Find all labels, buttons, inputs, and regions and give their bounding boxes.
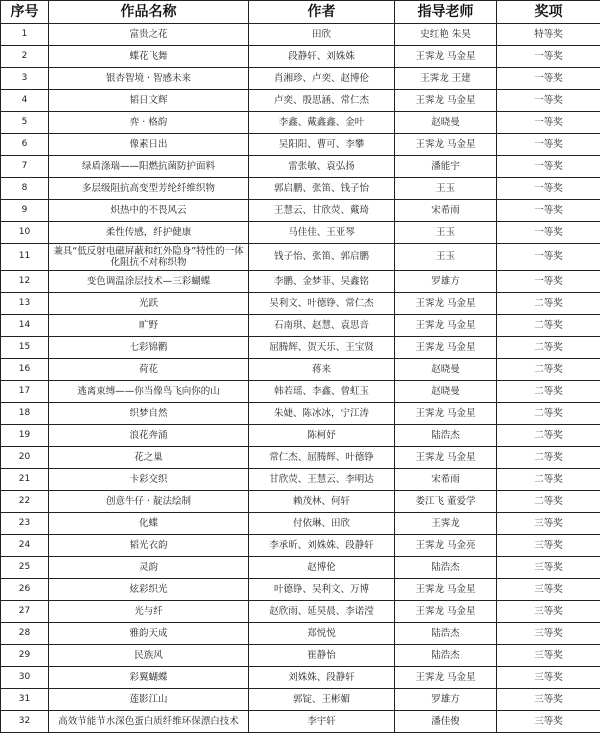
cell-index: 10 (1, 222, 49, 244)
cell-author: 郭锭、王彬媚 (249, 689, 395, 711)
table-row (1, 200, 600, 222)
cell-award: 二等奖 (497, 359, 600, 381)
cell-award: 一等奖 (497, 156, 600, 178)
cell-award: 三等奖 (497, 535, 600, 557)
cell-award: 一等奖 (497, 112, 600, 134)
cell-author: 朱婕、陈冰冰，宁江涛 (249, 403, 395, 425)
table-row (1, 403, 600, 425)
cell-index: 29 (1, 645, 49, 667)
cell-award: 一等奖 (497, 244, 600, 271)
table-row (1, 112, 600, 134)
cell-index: 4 (1, 90, 49, 112)
cell-advisor: 陆浩杰 (395, 623, 497, 645)
table-row (1, 667, 600, 689)
cell-author: 刘姝姝、段静轩 (249, 667, 395, 689)
cell-advisor: 陆浩杰 (395, 557, 497, 579)
cell-author: 吴利文、叶德铮、常仁杰 (249, 293, 395, 315)
cell-index: 21 (1, 469, 49, 491)
cell-advisor: 王霁龙 马金星 (395, 337, 497, 359)
cell-award: 三等奖 (497, 601, 600, 623)
cell-award: 一等奖 (497, 90, 600, 112)
cell-index: 9 (1, 200, 49, 222)
cell-index: 19 (1, 425, 49, 447)
cell-index: 5 (1, 112, 49, 134)
cell-award: 二等奖 (497, 425, 600, 447)
cell-index: 12 (1, 271, 49, 293)
table-row (1, 134, 600, 156)
cell-advisor: 王霁龙 马金星 (395, 579, 497, 601)
cell-author: 肖湘珍、卢奕、赵博伦 (249, 68, 395, 90)
cell-advisor: 赵晓曼 (395, 359, 497, 381)
cell-work-title: 富贵之花 (49, 24, 249, 46)
cell-index: 2 (1, 46, 49, 68)
cell-advisor: 王霁龙 马金星 (395, 90, 497, 112)
cell-work-title: 逃离束缚——你当像鸟飞向你的山 (49, 381, 249, 403)
table-row (1, 337, 600, 359)
cell-advisor: 王霁龙 马金星 (395, 447, 497, 469)
cell-advisor: 王霁龙 (395, 513, 497, 535)
cell-work-title: 浪花奔涌 (49, 425, 249, 447)
cell-advisor: 宋希雨 (395, 200, 497, 222)
cell-advisor: 潘佳俊 (395, 711, 497, 733)
cell-work-title: 柔性传感，纤护健康 (49, 222, 249, 244)
table-row (1, 315, 600, 337)
cell-advisor: 王玉 (395, 222, 497, 244)
cell-author: 钱子怡、张笛、郭启鹏 (249, 244, 395, 271)
table-body (1, 24, 600, 733)
cell-work-title: 光跃 (49, 293, 249, 315)
table-row (1, 359, 600, 381)
cell-author: 石南琪、赵慧、袁思音 (249, 315, 395, 337)
cell-work-title: 卡彩交织 (49, 469, 249, 491)
header-work-title: 作品名称 (49, 1, 249, 24)
cell-advisor: 陆浩杰 (395, 645, 497, 667)
table-row (1, 24, 600, 46)
cell-award: 二等奖 (497, 403, 600, 425)
header-author: 作者 (249, 1, 395, 24)
cell-author: 常仁杰、屈腾辉、叶德铮 (249, 447, 395, 469)
cell-index: 23 (1, 513, 49, 535)
cell-award: 二等奖 (497, 293, 600, 315)
cell-advisor: 史红艳 朱昊 (395, 24, 497, 46)
cell-author: 李鹏、金梦菲、吴鑫铭 (249, 271, 395, 293)
cell-index: 24 (1, 535, 49, 557)
cell-index: 8 (1, 178, 49, 200)
cell-index: 25 (1, 557, 49, 579)
cell-author: 蒋来 (249, 359, 395, 381)
cell-index: 27 (1, 601, 49, 623)
cell-award: 一等奖 (497, 222, 600, 244)
cell-award: 三等奖 (497, 711, 600, 733)
cell-work-title: 光与纤 (49, 601, 249, 623)
table-row (1, 425, 600, 447)
table-row (1, 711, 600, 733)
cell-index: 14 (1, 315, 49, 337)
cell-work-title: 像素日出 (49, 134, 249, 156)
cell-author: 赵博伦 (249, 557, 395, 579)
cell-advisor: 娄江飞 董爱学 (395, 491, 497, 513)
cell-index: 7 (1, 156, 49, 178)
cell-work-title: 多层级阻抗高变型芳纶纤维织物 (49, 178, 249, 200)
cell-index: 15 (1, 337, 49, 359)
cell-work-title: 灵韵 (49, 557, 249, 579)
cell-author: 郭启鹏、张笛、钱子怡 (249, 178, 395, 200)
cell-work-title: 花之巢 (49, 447, 249, 469)
cell-index: 32 (1, 711, 49, 733)
table-row (1, 579, 600, 601)
table-row (1, 447, 600, 469)
header-index: 序号 (1, 1, 49, 24)
table-row (1, 46, 600, 68)
table-row (1, 156, 600, 178)
cell-work-title: 兼具“低反射电磁屏蔽和红外隐身”特性的一体化阻抗不对称织物 (49, 244, 249, 271)
cell-index: 11 (1, 244, 49, 271)
cell-work-title: 织梦自然 (49, 403, 249, 425)
table-row (1, 222, 600, 244)
cell-work-title: 变色调温涂层技术—三彩蝴蝶 (49, 271, 249, 293)
cell-author: 田欣 (249, 24, 395, 46)
cell-award: 二等奖 (497, 337, 600, 359)
cell-advisor: 王霁龙 马金星 (395, 667, 497, 689)
cell-work-title: 炫彩织光 (49, 579, 249, 601)
cell-work-title: 莲影江山 (49, 689, 249, 711)
cell-work-title: 旷野 (49, 315, 249, 337)
cell-index: 13 (1, 293, 49, 315)
cell-award: 三等奖 (497, 579, 600, 601)
cell-advisor: 王霁龙 马金星 (395, 293, 497, 315)
cell-advisor: 陆浩杰 (395, 425, 497, 447)
cell-award: 三等奖 (497, 513, 600, 535)
cell-advisor: 罗雄方 (395, 689, 497, 711)
table-row (1, 381, 600, 403)
cell-author: 马佳佳、王亚琴 (249, 222, 395, 244)
cell-index: 16 (1, 359, 49, 381)
table-row (1, 557, 600, 579)
table-row (1, 178, 600, 200)
cell-award: 二等奖 (497, 447, 600, 469)
cell-index: 17 (1, 381, 49, 403)
cell-author: 赖茂林、何轩 (249, 491, 395, 513)
table-row (1, 90, 600, 112)
cell-advisor: 王霁龙 王建 (395, 68, 497, 90)
cell-award: 二等奖 (497, 315, 600, 337)
cell-author: 王慧云、甘欣荧、戴琦 (249, 200, 395, 222)
cell-author: 吴阳阳、曹可、李攀 (249, 134, 395, 156)
cell-advisor: 罗雄方 (395, 271, 497, 293)
cell-index: 28 (1, 623, 49, 645)
cell-work-title: 高效节能节水深色蛋白质纤维环保漂白技术 (49, 711, 249, 733)
cell-award: 一等奖 (497, 46, 600, 68)
cell-work-title: 蝶花飞舞 (49, 46, 249, 68)
cell-advisor: 王霁龙 马金星 (395, 601, 497, 623)
cell-award: 一等奖 (497, 200, 600, 222)
cell-work-title: 韬日文辉 (49, 90, 249, 112)
table-row (1, 601, 600, 623)
header-advisor: 指导老师 (395, 1, 497, 24)
cell-award: 三等奖 (497, 689, 600, 711)
header-row (1, 1, 600, 24)
cell-author: 赵欣雨、延昊晨、李诺滢 (249, 601, 395, 623)
table-row (1, 491, 600, 513)
table-row (1, 535, 600, 557)
table-row (1, 68, 600, 90)
cell-work-title: 韬光衣韵 (49, 535, 249, 557)
cell-advisor: 赵晓曼 (395, 112, 497, 134)
cell-advisor: 赵晓曼 (395, 381, 497, 403)
cell-author: 李鑫、戴鑫鑫、金叶 (249, 112, 395, 134)
cell-advisor: 王玉 (395, 178, 497, 200)
cell-author: 崔静怡 (249, 645, 395, 667)
cell-author: 叶德铮、吴利文、万博 (249, 579, 395, 601)
table-row (1, 645, 600, 667)
cell-advisor: 宋希雨 (395, 469, 497, 491)
cell-author: 陈柯妤 (249, 425, 395, 447)
table-row (1, 513, 600, 535)
cell-advisor: 王霁龙 马金星 (395, 134, 497, 156)
cell-work-title: 绿盾涤瑞——阳燃抗菌防护面料 (49, 156, 249, 178)
cell-work-title: 荷花 (49, 359, 249, 381)
cell-index: 31 (1, 689, 49, 711)
cell-work-title: 炽热中的不畏风云 (49, 200, 249, 222)
cell-award: 一等奖 (497, 134, 600, 156)
cell-advisor: 王玉 (395, 244, 497, 271)
cell-work-title: 银杏智境 · 智感未来 (49, 68, 249, 90)
cell-author: 甘欣荧、王慧云、李明达 (249, 469, 395, 491)
cell-author: 段静轩、刘姝姝 (249, 46, 395, 68)
table-row (1, 244, 600, 271)
cell-award: 三等奖 (497, 557, 600, 579)
cell-work-title: 七彩锦鹳 (49, 337, 249, 359)
cell-work-title: 民族风 (49, 645, 249, 667)
cell-advisor: 王霁龙 马金星 (395, 403, 497, 425)
table-row (1, 271, 600, 293)
cell-award: 一等奖 (497, 68, 600, 90)
cell-index: 30 (1, 667, 49, 689)
table-row (1, 623, 600, 645)
cell-award: 二等奖 (497, 381, 600, 403)
header-award: 奖项 (497, 1, 600, 24)
cell-work-title: 弈 · 格韵 (49, 112, 249, 134)
table-row (1, 689, 600, 711)
cell-advisor: 王霁龙 马金星 (395, 46, 497, 68)
cell-author: 韩若瑶、李鑫、曾虹玉 (249, 381, 395, 403)
cell-author: 李承昕、刘姝姝、段静轩 (249, 535, 395, 557)
cell-work-title: 创意牛仔 · 靛法绘制 (49, 491, 249, 513)
cell-advisor: 王霁龙 马金亮 (395, 535, 497, 557)
cell-author: 屈腾辉、贺天乐、王宝贤 (249, 337, 395, 359)
cell-award: 三等奖 (497, 623, 600, 645)
cell-award: 特等奖 (497, 24, 600, 46)
cell-work-title: 彩翼蝴蝶 (49, 667, 249, 689)
cell-index: 6 (1, 134, 49, 156)
cell-award: 二等奖 (497, 491, 600, 513)
cell-index: 22 (1, 491, 49, 513)
cell-index: 20 (1, 447, 49, 469)
cell-award: 三等奖 (497, 645, 600, 667)
cell-award: 二等奖 (497, 469, 600, 491)
cell-advisor: 潘能宇 (395, 156, 497, 178)
cell-index: 26 (1, 579, 49, 601)
cell-advisor: 王霁龙 马金星 (395, 315, 497, 337)
cell-author: 卢奕、殷思涵、常仁杰 (249, 90, 395, 112)
cell-work-title: 化蝶 (49, 513, 249, 535)
cell-work-title: 雅韵天成 (49, 623, 249, 645)
table-row (1, 469, 600, 491)
cell-author: 付依琳、田欣 (249, 513, 395, 535)
cell-author: 雷张敏、袁弘扬 (249, 156, 395, 178)
cell-author: 李宇轩 (249, 711, 395, 733)
cell-index: 1 (1, 24, 49, 46)
cell-award: 三等奖 (497, 667, 600, 689)
cell-author: 郑悦悦 (249, 623, 395, 645)
cell-award: 一等奖 (497, 178, 600, 200)
cell-award: 一等奖 (497, 271, 600, 293)
table-row (1, 293, 600, 315)
cell-index: 3 (1, 68, 49, 90)
cell-index: 18 (1, 403, 49, 425)
